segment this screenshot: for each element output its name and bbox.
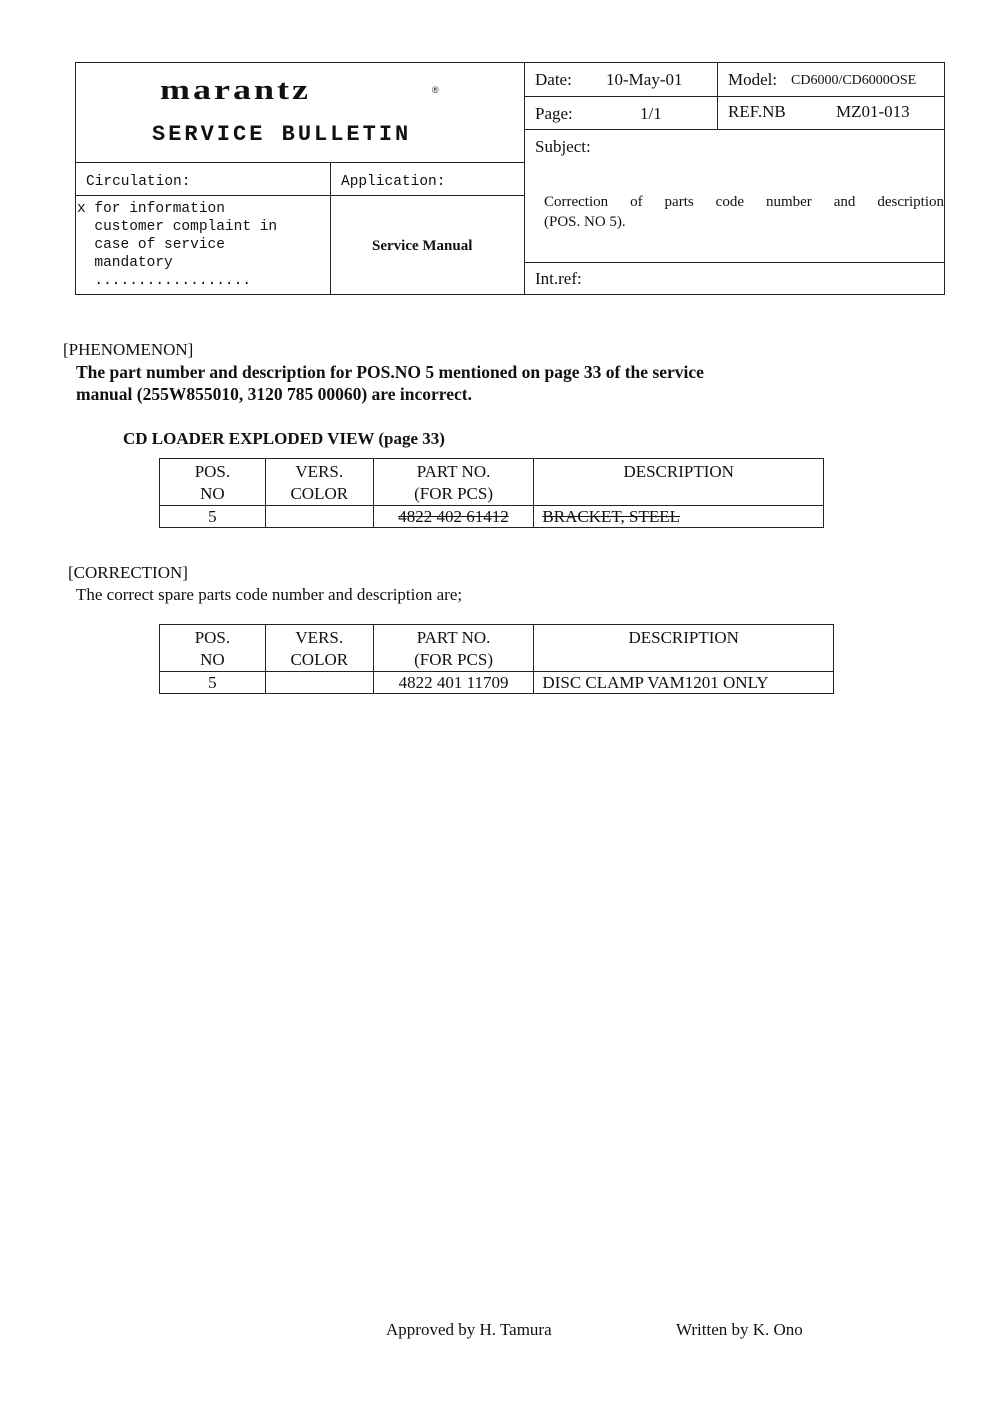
header-line — [717, 62, 718, 129]
phenomenon-label: [PHENOMENON] — [63, 340, 194, 359]
cell-color — [265, 506, 373, 528]
page-label: Page: — [535, 104, 573, 123]
header-line — [75, 162, 525, 163]
header-line — [330, 162, 331, 295]
header-line — [524, 262, 945, 263]
circulation-item: x for information — [77, 201, 225, 217]
refnb-label: REF.NB — [728, 102, 786, 121]
cell-pos: 5 — [160, 506, 266, 528]
subject-line-2: (POS. NO 5). — [544, 214, 626, 230]
circulation-item: .................. — [77, 273, 252, 289]
circulation-item: customer complaint in — [77, 219, 278, 235]
model-value: CD6000/CD6000OSE — [791, 73, 917, 88]
written-by: Written by K. Ono — [676, 1320, 803, 1339]
correct-parts-table — [159, 624, 834, 694]
column-header-part: PART NO. (FOR PCS) — [373, 459, 534, 506]
cell-part-struck: 4822 402 61412 — [373, 506, 534, 528]
application-label: Application: — [341, 174, 446, 190]
subject-line-1: Correction of parts code number and description — [544, 194, 944, 210]
column-header-part: PART NO. (FOR PCS) — [373, 625, 534, 672]
column-header-color: VERS. COLOR — [265, 459, 373, 506]
cell-description-struck: BRACKET, STEEL — [534, 506, 824, 528]
header-line — [524, 129, 945, 130]
subject-label: Subject: — [535, 137, 591, 156]
cell-part: 4822 401 11709 — [373, 672, 534, 694]
correction-label: [CORRECTION] — [68, 563, 188, 582]
marantz-logo: marantz — [160, 74, 311, 106]
circulation-label: Circulation: — [86, 174, 191, 190]
cell-description: DISC CLAMP VAM1201 ONLY — [534, 672, 834, 694]
date-label: Date: — [535, 70, 572, 89]
model-label: Model: — [728, 70, 778, 89]
phenomenon-text-line-1: The part number and description for POS.NO 5 mentioned on page 33 of the service — [76, 362, 704, 382]
cell-pos: 5 — [160, 672, 266, 694]
table-row — [160, 506, 824, 528]
column-header-pos: POS. NO — [160, 625, 266, 672]
phenomenon-text-line-2: manual (255W855010, 3120 785 00060) are incorrect. — [76, 384, 472, 404]
circulation-item: case of service — [77, 237, 225, 253]
circulation-item: mandatory — [77, 255, 173, 271]
cell-color — [265, 672, 373, 694]
intref-label: Int.ref: — [535, 269, 582, 288]
bulletin-title: SERVICE BULLETIN — [152, 122, 412, 147]
registered-mark: ® — [432, 85, 439, 95]
column-header-pos: POS. NO — [160, 459, 266, 506]
column-header-description: DESCRIPTION — [534, 459, 824, 506]
header-line — [524, 96, 945, 97]
page-value: 1/1 — [640, 104, 662, 123]
date-value: 10-May-01 — [606, 70, 683, 89]
column-header-description: DESCRIPTION — [534, 625, 834, 672]
approved-by: Approved by H. Tamura — [386, 1320, 552, 1339]
application-value: Service Manual — [372, 238, 473, 254]
correction-text: The correct spare parts code number and description are; — [76, 585, 463, 604]
incorrect-parts-table — [159, 458, 824, 528]
header-line — [75, 195, 525, 196]
table-row — [160, 672, 834, 694]
column-header-color: VERS. COLOR — [265, 625, 373, 672]
refnb-value: MZ01-013 — [836, 102, 910, 121]
exploded-view-title: CD LOADER EXPLODED VIEW (page 33) — [123, 429, 445, 448]
